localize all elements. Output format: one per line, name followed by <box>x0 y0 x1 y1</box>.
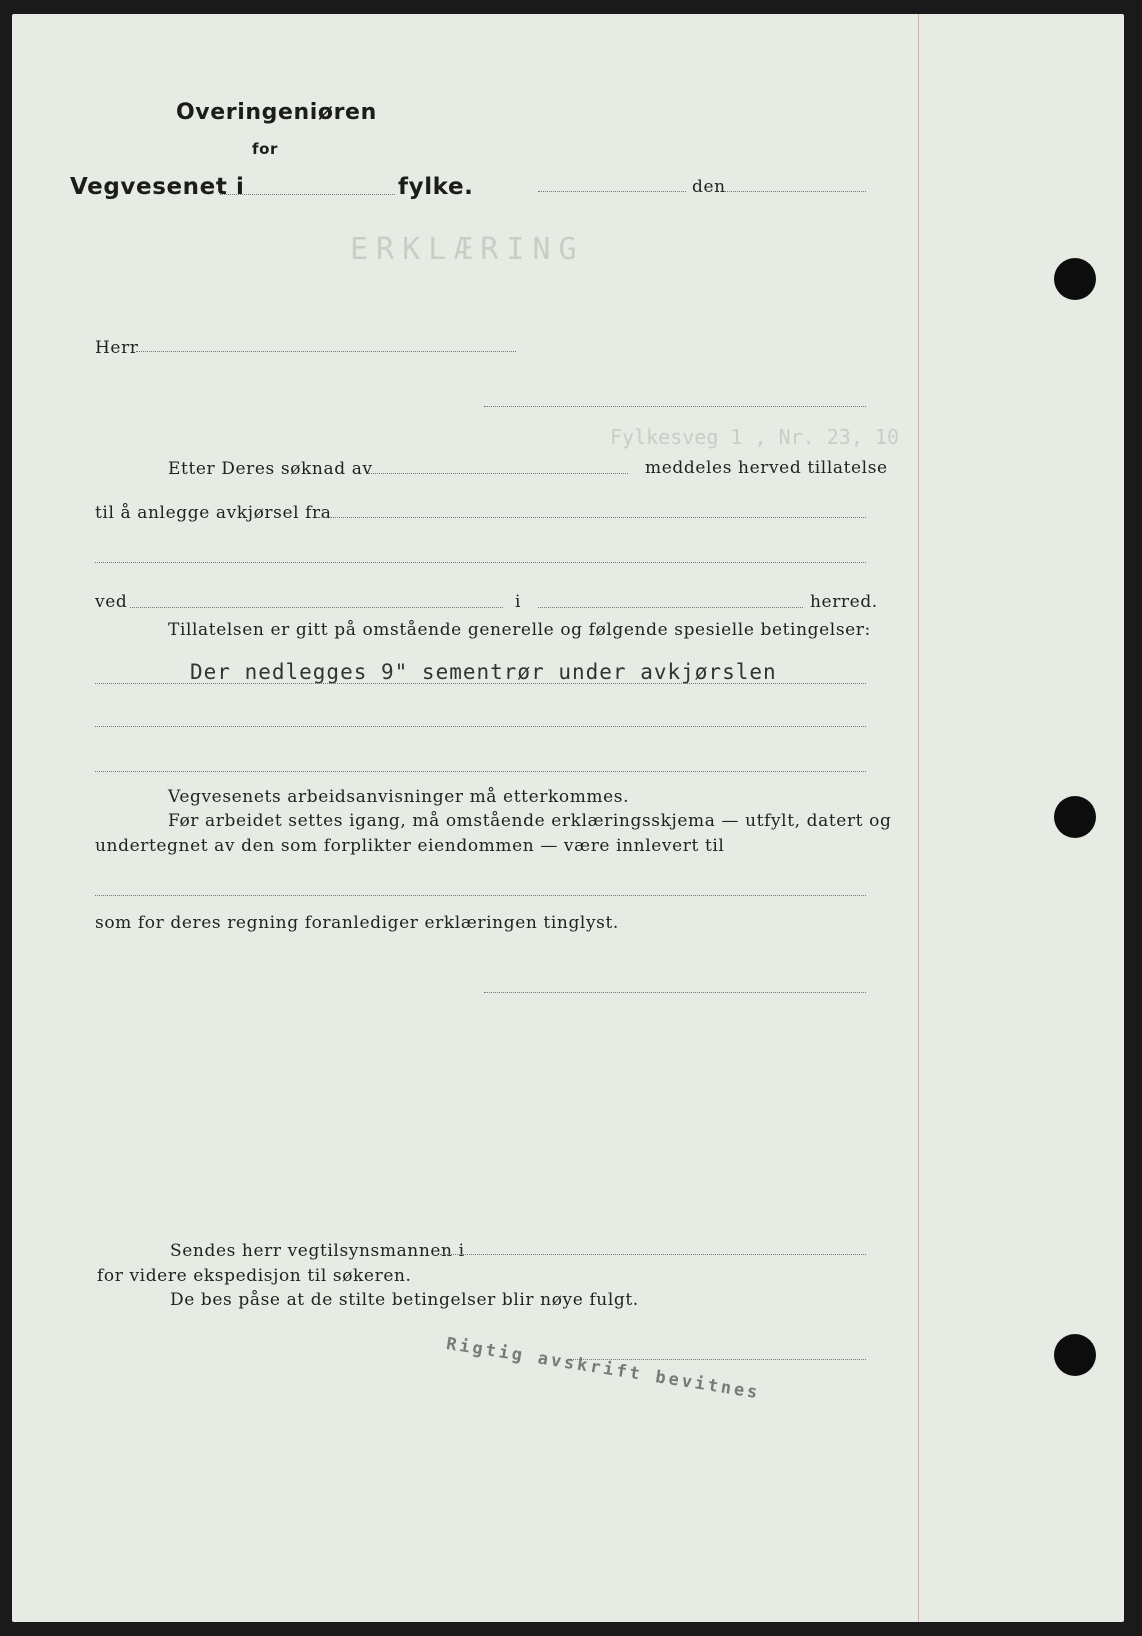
condition-line-2[interactable] <box>95 726 866 727</box>
addressee-name-field[interactable] <box>136 351 516 352</box>
bleed-through-line: Fylkesveg 1 , Nr. 23, 10 <box>610 425 899 449</box>
punch-hole-middle <box>1054 796 1096 838</box>
herred-label: herred. <box>810 592 878 612</box>
herred-field[interactable] <box>538 607 803 608</box>
from-road-field-2[interactable] <box>95 562 866 563</box>
special-condition-typed: Der nedlegges 9" sementrør under avkjørslen <box>190 660 777 684</box>
tillatelsen-text: Tillatelsen er gitt på omstående generelle og følgende spesielle betingelser: <box>168 620 871 640</box>
application-date-field[interactable] <box>368 473 628 474</box>
bleed-through-heading: ERKLÆRING <box>350 232 585 267</box>
som-for-text: som for deres regning foranlediger erklæringen tinglyst. <box>95 913 619 933</box>
for-arbeidet-line-2: undertegnet av den som forplikter eiendommen — være innlevert til <box>95 836 725 856</box>
punch-hole-bottom <box>1054 1334 1096 1376</box>
vegtilsynsmann-field[interactable] <box>440 1254 866 1255</box>
meddeles-label: meddeles herved tillatelse <box>645 458 888 478</box>
for-label: for <box>252 140 279 158</box>
certification-stamp: Rigtig avskrift bevitnes <box>444 1334 762 1404</box>
arbeidsanvisninger-text: Vegvesenets arbeidsanvisninger må etterkommes. <box>168 787 630 807</box>
condition-line-3[interactable] <box>95 771 866 772</box>
addressee-address-field[interactable] <box>484 406 866 407</box>
herr-label: Herr <box>95 338 139 358</box>
from-road-field[interactable] <box>318 517 866 518</box>
county-field[interactable] <box>220 194 395 195</box>
for-videre-text: for videre ekspedisjon til søkeren. <box>97 1266 412 1286</box>
sendes-text: Sendes herr vegtilsynsmannen i <box>170 1241 465 1261</box>
ved-field[interactable] <box>130 607 503 608</box>
de-bes-text: De bes påse at de stilte betingelser blir nøye fulgt. <box>170 1290 639 1310</box>
til-anlegge-label: til å anlegge avkjørsel fra <box>95 503 332 523</box>
fylke-label: fylke. <box>398 174 474 200</box>
punch-hole-top <box>1054 258 1096 300</box>
i-label: i <box>515 592 522 612</box>
vegvesenet-label: Vegvesenet i <box>70 174 245 200</box>
for-arbeidet-line-1: Før arbeidet settes igang, må omstående erklæringsskjema — utfylt, datert og <box>168 811 892 831</box>
ved-label: ved <box>95 592 128 612</box>
date-field[interactable] <box>724 191 866 192</box>
office-title: Overingeniøren <box>176 100 377 125</box>
etter-deres-label: Etter Deres søknad av <box>168 459 373 479</box>
deliver-to-field[interactable] <box>95 895 866 896</box>
red-margin-line <box>918 14 919 1622</box>
signature-field-top[interactable] <box>484 992 866 993</box>
place-field[interactable] <box>538 191 686 192</box>
condition-line-1[interactable] <box>95 683 866 684</box>
date-label: den <box>692 177 726 197</box>
